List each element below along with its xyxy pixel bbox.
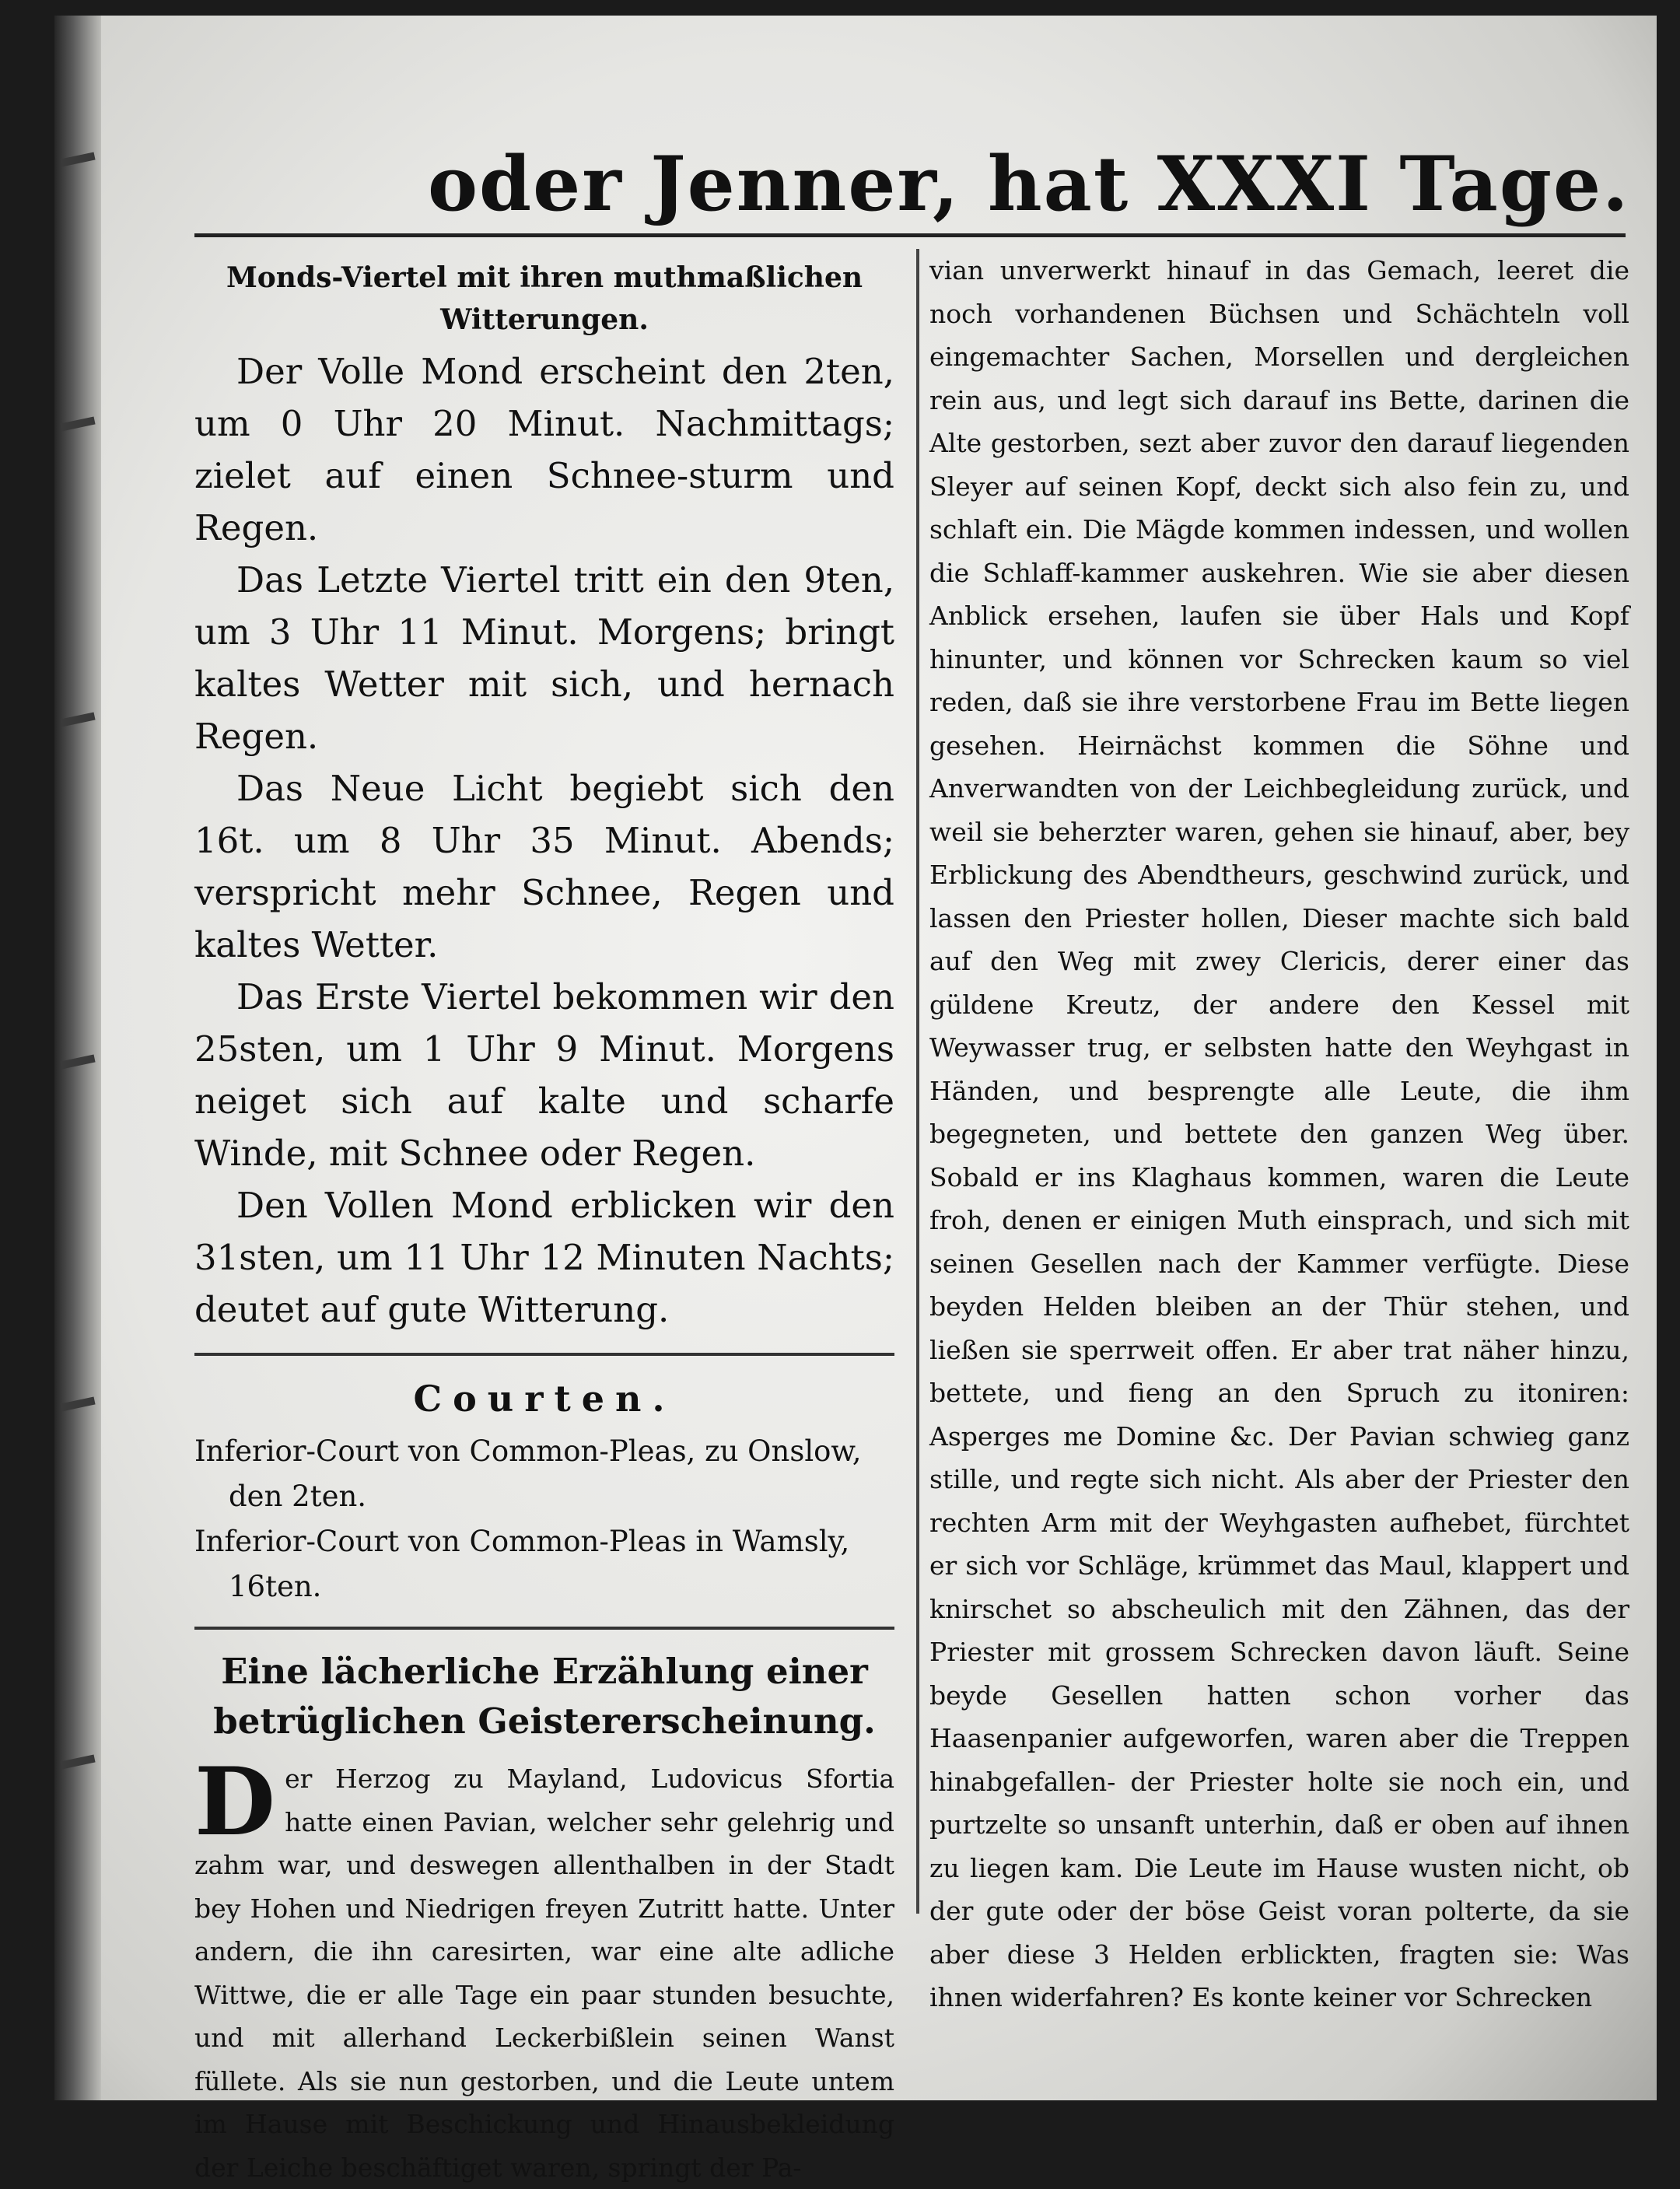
drop-cap: D (194, 1747, 276, 1857)
column-rule (916, 249, 919, 1914)
moon-paragraph: Den Vollen Mond erblicken wir den 31sten, um 11 Uhr 12 Minuten Nachts; deutet auf gute Witterung. (194, 1185, 894, 1330)
moon-paragraph: Der Volle Mond erscheint den 2ten, um 0 Uhr 20 Minut. Nachmittags; zielet auf einen Schnee-sturm und Regen. (194, 351, 894, 548)
story-title: Eine lächerliche Erzählung einer betrüglichen Geistererscheinung. (213, 1651, 876, 1742)
moon-paragraph: Das Neue Licht begiebt sich den 16t. um 8 Uhr 35 Minut. Abends; verspricht mehr Schnee, Regen und kaltes Wetter. (194, 768, 894, 965)
section-rule (194, 1353, 894, 1356)
moon-phases-heading: Monds-Viertel mit ihren muthmaßlichen Witterungen. (226, 261, 863, 336)
header-rule (194, 233, 1626, 237)
section-rule (194, 1627, 894, 1630)
left-column (194, 249, 894, 2183)
court-entry: Inferior-Court von Common-Pleas, zu Onslow, den 2ten. (194, 1434, 862, 1513)
story-text-right: vian unverwerkt hinauf in das Gemach, leeret die noch vorhandenen Büchsen und Schächteln voll eingemachter Sachen, Morsellen und dergleichen rein aus, und legt sich darauf ins Bette, darinen die Alte gestorben, sezt aber zuvor den darauf liegenden Sleyer auf seinen Kopf, deckt sich also fein zu, und schlaft ein. Die Mägde kommen indessen, und wollen die Schlaff-kammer auskehren. Wie sie aber diesen Anblick ersehen, laufen sie über Hals und Kopf hinunter, und können vor Schrecken kaum so viel reden, daß sie ihre verstorbene Frau im Bette liegen gesehen. Heirnächst kommen die Söhne und Anverwandten von der Leichbegleidung zurück, und weil sie beherzter waren, gehen sie hinauf, aber, bey Erblickung des Abendtheurs, geschwind zurück, und lassen den Priester hollen, Dieser machte sich bald auf den Weg mit zwey Clericis, derer einer das güldene Kreutz, der andere den Kessel mit Weywasser trug, er selbsten hatte den Weyhgast in Händen, und besprengte alle Leute, die ihm begegneten, und bettete den ganzen Weg über. Sobald er ins Klaghaus kommen, waren die Leute froh, denen er einigen Muth einsprach, und sich mit seinen Gesellen nach der Kammer verfügte. Diese beyden Helden bleiben an der Thür stehen, und ließen sie sperrweit offen. Er aber trat näher hinzu, bettete, und fieng an den Spruch zu itoniren: Asperges me Domine &c. Der Pavian schwieg ganz stille, und regte sich nicht. Als aber der Priester den rechten Arm mit der Weyhgasten aufhebet, fürchtet er sich vor Schläge, krümmet das Maul, klappert und knirschet so abscheulich mit den Zähnen, das der Priester mit grossem Schrecken davon läuft. Seine beyde Gesellen hatten schon vorher das Haasenpanier aufgeworfen, waren aber die Treppen hinabgefallen- der Priester holte sie noch ein, und purtzelte so unsanft unterhin, daß er oben auf ihnen zu liegen kam. Die Leute im Hause wusten nicht, ob der gute oder der böse Geist voran polterte, da sie aber diese 3 Helden erblickten, fragten sie: Was ihnen widerfahren? Es konte keiner vor Schrecken (929, 255, 1629, 2012)
running-head: oder Jenner, hat XXXI Tage. (428, 140, 1630, 228)
courts-heading: Courten. (413, 1378, 676, 1420)
binding-stitch (60, 1397, 95, 1412)
almanac-page (54, 16, 1657, 2183)
moon-paragraph: Das Erste Viertel bekommen wir den 25sten, um 1 Uhr 9 Minut. Morgens neiget sich auf kalte und scharfe Winde, mit Schnee oder Regen. (194, 976, 894, 1174)
court-entry: Inferior-Court von Common-Pleas in Wamsly, 16ten. (194, 1525, 850, 1603)
right-column (929, 249, 1629, 2012)
story-text-left-body: er Herzog zu Mayland, Ludovicus Sfortia hatte einen Pavian, welcher sehr gelehrig und zahm war, und deswegen allenthalben in der Stadt bey Hohen und Niedrigen freyen Zutritt hatte. Unter andern, die ihn caresirten, war eine alte adliche Wittwe, die er alle Tage ein paar stunden besuchte, und mit allerhand Leckerbißlein seinen Wanst füllete. Als sie nun gestorben, und die Leute untem im Hause mit Beschickung und Hinausbekleidung der Leiche beschäftiget waren, springt der Pa- (194, 1763, 894, 2183)
binding-stitch (60, 1755, 95, 1770)
story-text-left (194, 1747, 894, 2189)
moon-paragraph: Das Letzte Viertel tritt ein den 9ten, um 3 Uhr 11 Minut. Morgens; bringt kaltes Wetter mit sich, und hernach Regen. (194, 559, 894, 757)
binding-stitch (60, 1055, 95, 1070)
binding-stitch (60, 152, 95, 167)
binding-stitch (60, 417, 95, 432)
binding-stitch (60, 713, 95, 727)
binding-gutter (54, 16, 101, 2100)
